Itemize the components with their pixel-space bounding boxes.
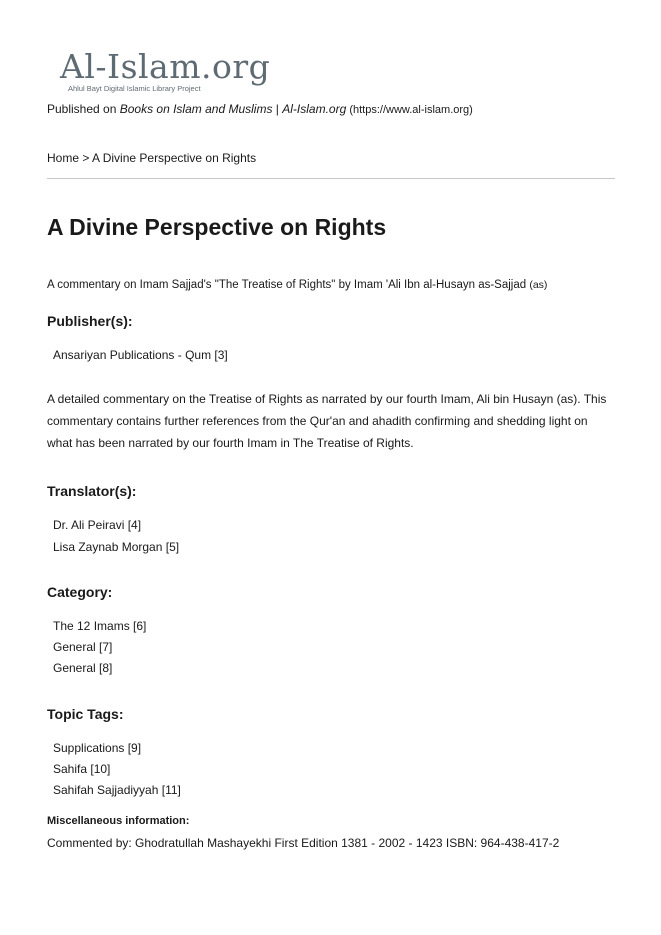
publisher-link[interactable]: Ansariyan Publications - Qum [3] <box>53 348 228 362</box>
misc-info: Commented by: Ghodratullah Mashayekhi First Edition 1381 - 2002 - 1423 ISBN: 964-438-417-2 <box>47 836 560 850</box>
topic-tags-heading: Topic Tags: <box>47 706 124 722</box>
topic-tag-link[interactable]: Supplications [9] <box>53 741 142 755</box>
topic-tag-link[interactable]: Sahifah Sajjadiyyah [11] <box>53 783 181 797</box>
translator-link[interactable]: Lisa Zaynab Morgan [5] <box>53 540 180 554</box>
category-link[interactable]: General [7] <box>53 640 113 654</box>
site-url[interactable]: (https://www.al-islam.org) <box>346 104 473 116</box>
publishers-heading: Publisher(s): <box>47 313 133 329</box>
site-logo[interactable] <box>60 47 271 96</box>
misc-heading: Miscellaneous information: <box>47 815 190 827</box>
category-heading: Category: <box>47 584 113 600</box>
breadcrumb-current: A Divine Perspective on Rights <box>92 151 257 165</box>
book-description: A detailed commentary on the Treatise of Rights as narrated by our fourth Imam, Ali bin Husayn (as). This commentary contains further references from the Qur'an and ahadith confirming and shedding light on what has been narrated by our fourth Imam in The Treatise of Rights. <box>47 392 607 450</box>
category-link[interactable]: The 12 Imams [6] <box>53 619 147 633</box>
subtitle-suffix: (as) <box>529 279 548 291</box>
translator-link[interactable]: Dr. Ali Peiravi [4] <box>53 518 142 532</box>
breadcrumb <box>47 151 256 165</box>
brand-link[interactable]: Al-Islam.org <box>282 102 347 116</box>
breadcrumb-home-link[interactable]: Home <box>47 151 80 165</box>
site-name-link[interactable]: Books on Islam and Muslims <box>119 102 273 116</box>
subtitle-text: A commentary on Imam Sajjad's "The Treatise of Rights" by Imam 'Ali Ibn al-Husayn as-Sajjad <box>47 279 530 291</box>
breadcrumb-separator: > <box>79 151 93 165</box>
book-subtitle <box>47 279 547 291</box>
category-link[interactable]: General [8] <box>53 661 113 675</box>
header-divider <box>47 178 615 179</box>
logo-tagline: Ahlul Bayt Digital Islamic Library Project <box>68 84 201 93</box>
published-prefix: Published on <box>47 102 120 116</box>
logo-wordmark: Al-Islam.org <box>60 47 271 86</box>
translators-heading: Translator(s): <box>47 483 137 499</box>
page-title: A Divine Perspective on Rights <box>47 214 387 240</box>
published-on-line <box>47 102 473 116</box>
published-separator: | <box>272 102 283 116</box>
topic-tag-link[interactable]: Sahifa [10] <box>53 762 111 776</box>
